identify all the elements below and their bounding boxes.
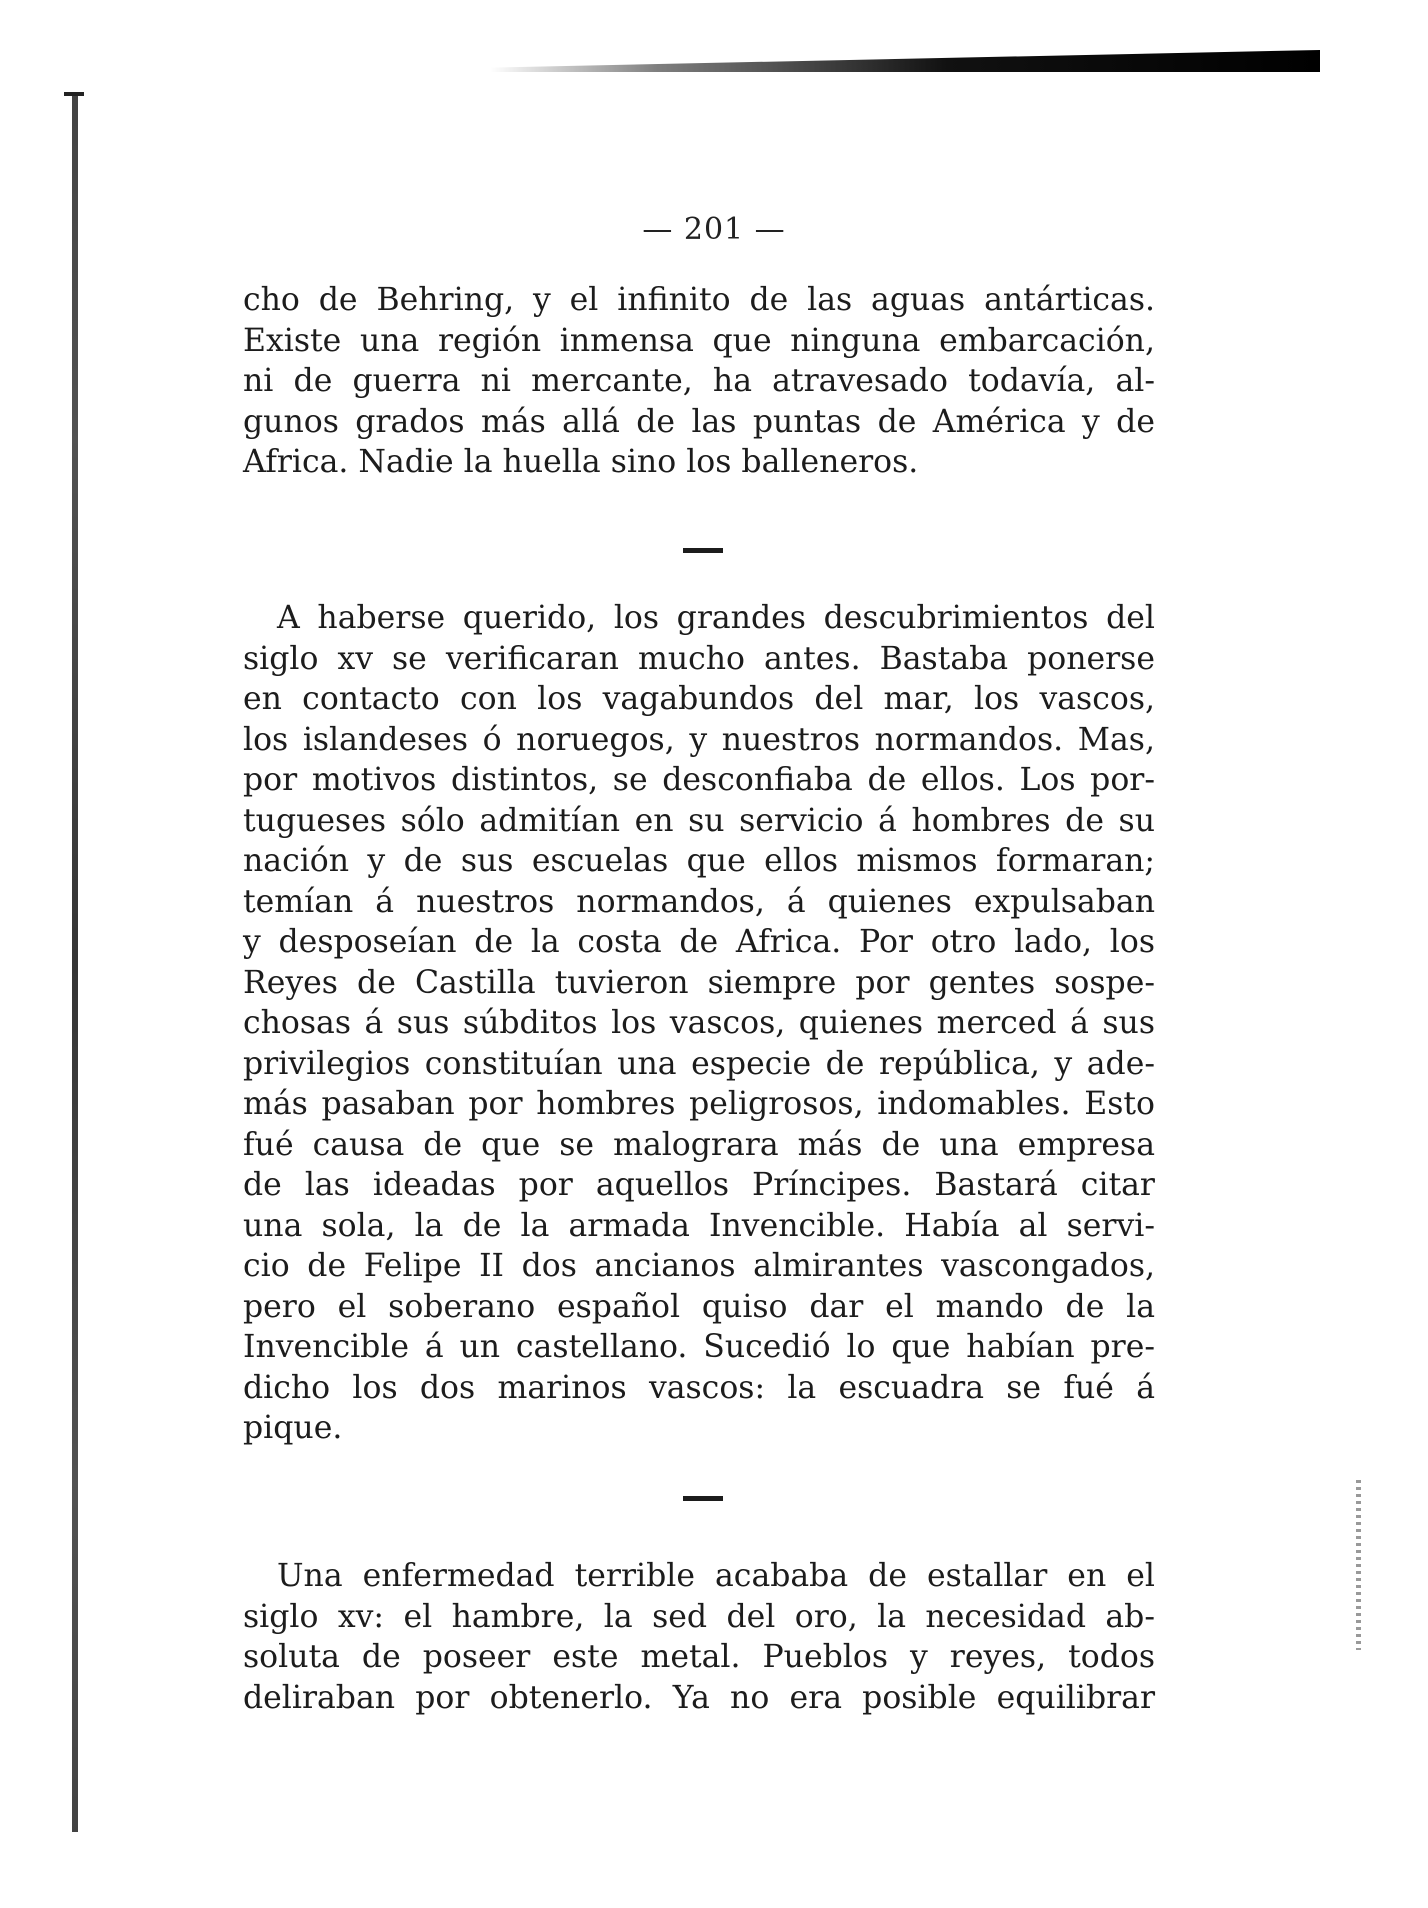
- text-line: chosas á sus súbditos los vascos, quienes merced á sus: [243, 1005, 1155, 1041]
- paragraph-1: [243, 280, 1155, 483]
- text-line: más pasaban por hombres peligrosos, indomables. Esto: [243, 1086, 1155, 1122]
- text-line: de las ideadas por aquellos Príncipes. Bastará citar: [243, 1167, 1155, 1203]
- text-line: gunos grados más allá de las puntas de América y de: [243, 403, 1155, 440]
- text-line: en contacto con los vagabundos del mar, los vascos,: [243, 681, 1155, 717]
- text-line: dicho los dos marinos vascos: la escuadra se fué á: [243, 1369, 1155, 1406]
- text-line: una sola, la de la armada Invencible. Había al servi-: [243, 1207, 1155, 1244]
- text-line: Invencible á un castellano. Sucedió lo que habían pre-: [243, 1329, 1155, 1365]
- section-separator: [683, 548, 723, 553]
- text-line: deliraban por obtenerlo. Ya no era posible equilibrar: [243, 1679, 1155, 1716]
- text-line: y desposeían de la costa de Africa. Por otro lado, los: [243, 924, 1155, 960]
- text-line: los islandeses ó noruegos, y nuestros normandos. Mas,: [243, 721, 1155, 758]
- top-edge-shadow: [490, 50, 1320, 72]
- paragraph-2: [243, 598, 1155, 1449]
- text-line: pero el soberano español quiso dar el mando de la: [243, 1288, 1155, 1325]
- text-line: cio de Felipe II dos ancianos almirantes vascongados,: [243, 1248, 1155, 1284]
- text-line: pique.: [243, 1410, 343, 1446]
- section-separator: [683, 1496, 723, 1501]
- text-line: siglo xv: el hambre, la sed del oro, la necesidad ab-: [243, 1598, 1155, 1635]
- text-line: Africa. Nadie la huella sino los balleneros.: [243, 444, 919, 480]
- text-line: tugueses sólo admitían en su servicio á hombres de su: [243, 802, 1155, 839]
- text-line: A haberse querido, los grandes descubrimientos del: [277, 600, 1155, 636]
- binding-edge-mark: [64, 92, 84, 96]
- text-line: Existe una región inmensa que ninguna embarcación,: [243, 322, 1155, 359]
- text-line: ni de guerra ni mercante, ha atravesado todavía, al-: [243, 363, 1155, 399]
- text-line: Reyes de Castilla tuvieron siempre por gentes sospe-: [243, 964, 1155, 1001]
- text-line: fué causa de que se malograra más de una empresa: [243, 1126, 1155, 1163]
- text-line: privilegios constituían una especie de república, y ade-: [243, 1045, 1155, 1082]
- text-line: temían á nuestros normandos, á quienes expulsaban: [243, 883, 1155, 920]
- text-line: soluta de poseer este metal. Pueblos y reyes, todos: [243, 1639, 1155, 1675]
- page-binding-edge: [72, 92, 78, 1832]
- right-margin-speckle: [1356, 1480, 1361, 1650]
- text-line: cho de Behring, y el infinito de las aguas antárticas.: [243, 282, 1155, 318]
- page-number: — 201 —: [642, 212, 786, 247]
- text-line: Una enfermedad terrible acababa de estallar en el: [277, 1558, 1155, 1594]
- text-line: nación y de sus escuelas que ellos mismos formaran;: [243, 843, 1155, 879]
- text-line: por motivos distintos, se desconfiaba de ellos. Los por-: [243, 762, 1155, 798]
- paragraph-3: [243, 1556, 1155, 1718]
- text-line: siglo xv se verificaran mucho antes. Bastaba ponerse: [243, 640, 1155, 677]
